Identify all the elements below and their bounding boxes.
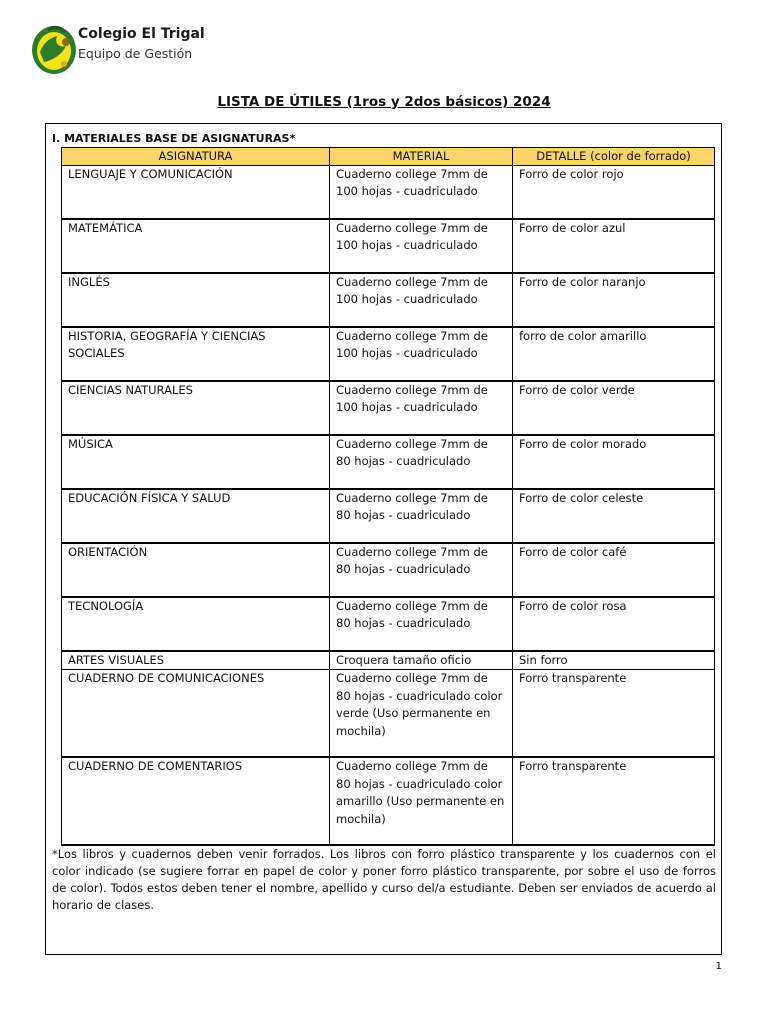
- asignatura-cell: EDUCACIÓN FÍSICA Y SALUD: [62, 489, 330, 543]
- table-row: [62, 435, 715, 489]
- material-cell: Cuaderno college 7mm de 80 hojas - cuadriculado: [330, 543, 513, 597]
- section-title: I. MATERIALES BASE DE ASIGNATURAS*: [52, 132, 296, 145]
- school-logo: [30, 22, 80, 76]
- asignatura-cell: CUADERNO DE COMUNICACIONES: [62, 670, 330, 758]
- page-title: LISTA DE ÚTILES (1ros y 2dos básicos) 2024: [217, 94, 551, 110]
- table-row: [62, 381, 715, 435]
- material-cell: Cuaderno college 7mm de 100 hojas - cuadriculado: [330, 381, 513, 435]
- material-cell: Croquera tamaño oficio: [330, 651, 513, 670]
- detalle-cell: Forro de color celeste: [513, 489, 715, 543]
- school-subtitle: Equipo de Gestión: [78, 46, 193, 61]
- detalle-cell: Forro transparente: [513, 670, 715, 758]
- table-row: [62, 597, 715, 651]
- table-row: [62, 670, 715, 758]
- material-cell: Cuaderno college 7mm de 100 hojas - cuadriculado: [330, 166, 513, 220]
- detalle-cell: forro de color amarillo: [513, 327, 715, 381]
- detalle-cell: Sin forro: [513, 651, 715, 670]
- detalle-cell: Forro de color café: [513, 543, 715, 597]
- footnote: *Los libros y cuadernos deben venir forrados. Los libros con forro plástico transparente y los cuadernos con el color indicado (se sugiere forrar en papel de color y poner forro plástico transparente, por sobre el uso de forros de color). Todos estos deben tener el nombre, apellido y curso del/a estudiante. Deben ser enviados de acuerdo al horario de clases.: [52, 847, 716, 912]
- asignatura-cell: INGLÉS: [62, 273, 330, 327]
- material-cell: Cuaderno college 7mm de 80 hojas - cuadriculado color amarillo (Uso permanente en mochila): [330, 757, 513, 845]
- asignatura-cell: CUADERNO DE COMENTARIOS: [62, 757, 330, 845]
- asignatura-cell: CIENCIAS NATURALES: [62, 381, 330, 435]
- table-row: [62, 327, 715, 381]
- material-cell: Cuaderno college 7mm de 100 hojas - cuadriculado: [330, 219, 513, 273]
- detalle-cell: Forro de color verde: [513, 381, 715, 435]
- material-cell: Cuaderno college 7mm de 80 hojas - cuadriculado: [330, 489, 513, 543]
- table-header-row: [62, 148, 715, 166]
- table-row: [62, 651, 715, 670]
- material-cell: Cuaderno college 7mm de 100 hojas - cuadriculado: [330, 327, 513, 381]
- page-number: 1: [715, 961, 722, 972]
- column-header-asignatura: ASIGNATURA: [62, 148, 330, 166]
- asignatura-cell: MÚSICA: [62, 435, 330, 489]
- materials-table: [61, 147, 715, 846]
- school-crest-icon: [30, 22, 80, 76]
- detalle-cell: Forro de color rosa: [513, 597, 715, 651]
- detalle-cell: Forro de color rojo: [513, 166, 715, 220]
- asignatura-cell: ORIENTACIÓN: [62, 543, 330, 597]
- detalle-cell: Forro de color morado: [513, 435, 715, 489]
- detalle-cell: Forro de color naranjo: [513, 273, 715, 327]
- asignatura-cell: HISTORIA, GEOGRAFÍA Y CIENCIAS SOCIALES: [62, 327, 330, 381]
- column-header-material: MATERIAL: [330, 148, 513, 166]
- asignatura-cell: LENGUAJE Y COMUNICACIÓN: [62, 166, 330, 220]
- material-cell: Cuaderno college 7mm de 100 hojas - cuadriculado: [330, 273, 513, 327]
- table-row: [62, 166, 715, 220]
- column-header-detalle: DETALLE (color de forrado): [513, 148, 715, 166]
- asignatura-cell: MATEMÁTICA: [62, 219, 330, 273]
- asignatura-cell: ARTES VISUALES: [62, 651, 330, 670]
- table-row: [62, 489, 715, 543]
- school-name: Colegio El Trigal: [78, 26, 205, 42]
- asignatura-cell: TECNOLOGÍA: [62, 597, 330, 651]
- material-cell: Cuaderno college 7mm de 80 hojas - cuadriculado: [330, 597, 513, 651]
- table-row: [62, 219, 715, 273]
- detalle-cell: Forro de color azul: [513, 219, 715, 273]
- table-row: [62, 757, 715, 845]
- detalle-cell: Forro transparente: [513, 757, 715, 845]
- material-cell: Cuaderno college 7mm de 80 hojas - cuadriculado: [330, 435, 513, 489]
- material-cell: Cuaderno college 7mm de 80 hojas - cuadriculado color verde (Uso permanente en mochila): [330, 670, 513, 758]
- table-row: [62, 273, 715, 327]
- table-row: [62, 543, 715, 597]
